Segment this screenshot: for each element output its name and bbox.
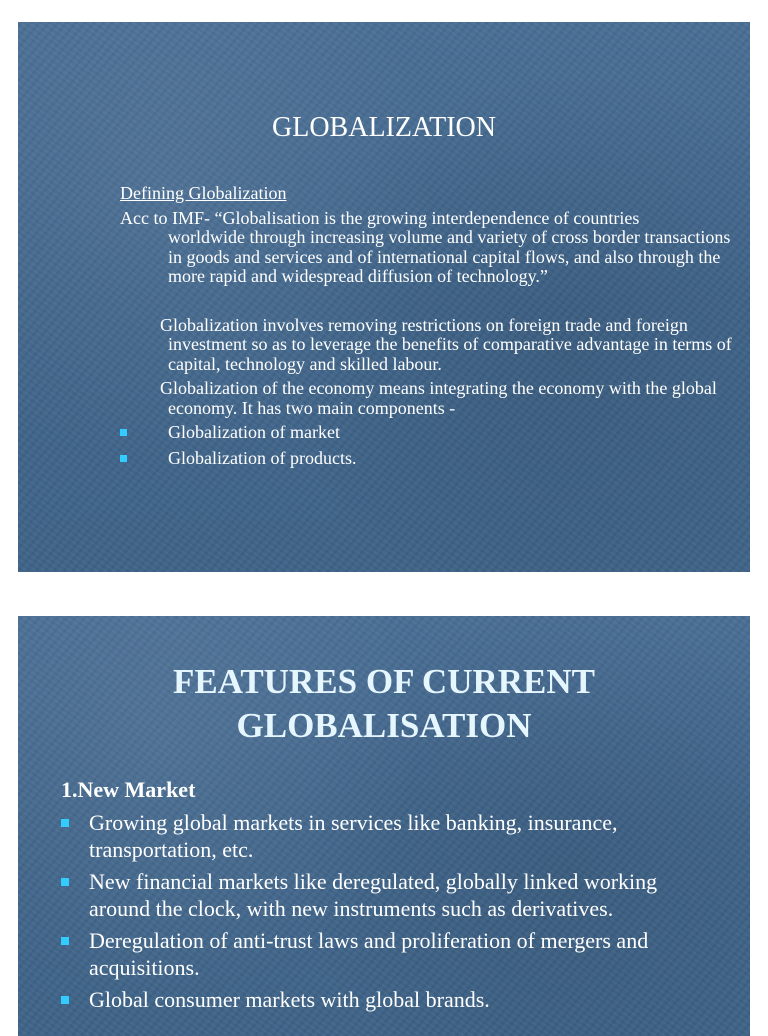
list-item <box>61 986 721 1013</box>
list-item <box>61 868 721 922</box>
list-item-text: Global consumer markets with global brands. <box>89 987 490 1012</box>
square-bullet-icon <box>120 455 127 462</box>
slide-body <box>61 776 721 1018</box>
square-bullet-icon <box>61 878 69 886</box>
slide-subtitle: Defining Globalization <box>120 183 287 203</box>
section-heading: 1.New Market <box>61 777 196 802</box>
list-item <box>120 448 732 468</box>
square-bullet-icon <box>120 429 127 436</box>
list-item-text: Growing global markets in services like banking, insurance, transportation, etc. <box>89 810 618 862</box>
square-bullet-icon <box>61 819 69 827</box>
paragraph-restrictions: Globalization involves removing restrictions on foreign trade and foreign investment so as to leverage the benefits of comparative advantage in terms of capital, technology and skilled labour. <box>160 314 732 374</box>
slide-title-line1: FEATURES OF CURRENT <box>173 662 595 701</box>
list-item <box>61 809 721 863</box>
list-item-text: New financial markets like deregulated, globally linked working around the clock, with new instruments such as derivatives. <box>89 869 658 921</box>
features-list <box>61 809 721 1013</box>
list-item-text: Globalization of market <box>168 422 340 442</box>
list-item <box>120 422 732 442</box>
imf-definition-line1: Acc to IMF- “Globalisation is the growing interdependence of countries <box>120 207 640 228</box>
components-list <box>120 422 732 468</box>
slide-features <box>18 616 750 1036</box>
list-item-text: Deregulation of anti-trust laws and proliferation of mergers and acquisitions. <box>89 928 649 980</box>
imf-definition <box>120 209 732 287</box>
slide-title <box>18 660 750 748</box>
paragraph-integration: Globalization of the economy means integrating the economy with the global economy. It has two main components - <box>160 378 717 418</box>
imf-definition-rest: worldwide through increasing volume and variety of cross border transactions in goods and services and of international capital flows, and also through the more rapid and widespread diffusion of technology.” <box>168 227 731 286</box>
slide-body <box>120 184 732 474</box>
slide-title: GLOBALIZATION <box>272 112 496 143</box>
slide-globalization <box>18 22 750 572</box>
square-bullet-icon <box>61 996 69 1004</box>
list-item <box>61 927 721 981</box>
list-item-text: Globalization of products. <box>168 448 357 468</box>
square-bullet-icon <box>61 937 69 945</box>
slide-title-line2: GLOBALISATION <box>236 706 532 745</box>
